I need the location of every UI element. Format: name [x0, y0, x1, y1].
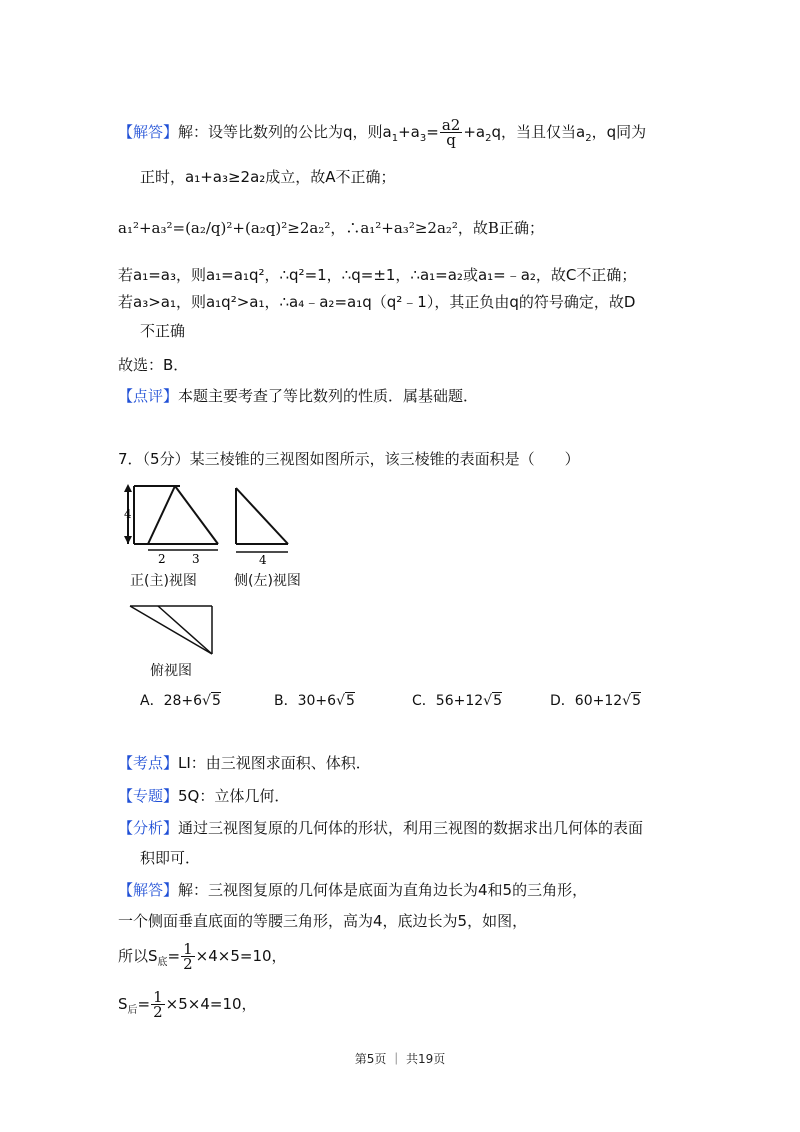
- option-b[interactable]: B．30+6√5: [274, 693, 355, 709]
- top-diag-inner: [158, 606, 212, 654]
- comment-line: 【点评】本题主要考查了等比数列的性质．属基础题．: [118, 387, 479, 405]
- kaodian-line: 【考点】LI：由三视图求面积、体积．: [118, 754, 371, 772]
- dim-label-height: 4: [124, 507, 132, 521]
- top-diag-outer: [130, 606, 212, 654]
- top-view-figure: [128, 602, 218, 662]
- solution-tag: 【解答】: [118, 123, 179, 141]
- side-view-label: 侧(左)视图: [234, 573, 301, 589]
- fenxi-tag: 【分析】: [118, 819, 179, 837]
- fraction-a2-over-q: $\frac{a2}{q}$: [441, 116, 461, 149]
- fenxi-line-1: 【分析】通过三视图复原的几何体的形状，利用三视图的数据求出几何体的表面: [118, 819, 644, 837]
- kaodian-tag: 【考点】: [118, 754, 179, 772]
- side-hypotenuse: [236, 488, 288, 544]
- solution-line-4: 若a₁=a₃，则a₁=a₁q²，∴q²=1，∴q=±1，∴a₁=a₂或a₁=﹣a₂，故C不正确；: [118, 266, 637, 284]
- front-diag-left: [148, 486, 175, 544]
- front-view-figure: [118, 480, 228, 575]
- dim-label-3: 3: [192, 552, 200, 566]
- question-stem: 7．（5分）某三棱锥的三视图如图所示，该三棱锥的表面积是（ ）: [118, 450, 580, 468]
- jieda-tag: 【解答】: [118, 881, 179, 899]
- solution-line-6: 不正确: [140, 322, 186, 340]
- option-a[interactable]: A．28+6√5: [140, 693, 221, 709]
- top-view-label: 俯视图: [150, 663, 192, 679]
- arrow-head-up: [124, 484, 132, 492]
- answer-line: 故选：B．: [118, 356, 189, 374]
- front-view-label: 正(主)视图: [130, 573, 197, 589]
- jieda-line-1: 【解答】解：三视图复原的几何体是底面为直角边长为4和5的三角形，: [118, 881, 588, 899]
- side-view-figure: [228, 480, 308, 575]
- zhuanti-tag: 【专题】: [118, 787, 179, 805]
- option-d[interactable]: D．60+12√5: [550, 693, 641, 709]
- dim-label-2: 2: [158, 552, 166, 566]
- page-footer: 第5页 ｜ 共19页: [354, 1052, 446, 1066]
- jieda-line-2: 一个侧面垂直底面的等腰三角形，高为4，底边长为5，如图，: [118, 912, 528, 930]
- comment-tag: 【点评】: [118, 387, 179, 405]
- side-dim-label: 4: [259, 553, 267, 567]
- solution-line-5: 若a₃>a₁，则a₁q²>a₁，∴a₄﹣a₂=a₁q（q²﹣1），其正负由q的符号确定，故D: [118, 293, 636, 311]
- solution-line-2: 正时，a₁+a₃≥2a₂成立，故A不正确；: [140, 168, 396, 186]
- arrow-head-down: [124, 536, 132, 544]
- s-bottom-line: 所以$S_底=$ $\frac{1}{2}$ ×4×5=10，: [118, 940, 287, 973]
- s-back-line: $S_后=$ $\frac{1}{2}$ ×5×4=10，: [118, 988, 257, 1021]
- zhuanti-line: 【专题】5Q：立体几何．: [118, 787, 290, 805]
- fraction-one-half: $\frac{1}{2}$: [183, 940, 193, 973]
- option-c[interactable]: C．56+12√5: [412, 693, 502, 709]
- solution-line-3: a₁²+a₃²=(a₂/q)²+(a₂q)²≥2a₂²，∴a₁²+a₃²≥2a₂²，故B正确；: [118, 219, 544, 237]
- fraction-one-half-2: $\frac{1}{2}$: [153, 988, 163, 1021]
- fenxi-line-2: 积即可．: [140, 849, 201, 867]
- front-diag-right: [175, 486, 218, 544]
- solution-line-1: 【解答】解：设等比数列的公比为q，则$a_1+a_3=$ $\frac{a2}{q}$ $+a_2q$，当且仅当$a_2$，q同为: [118, 116, 647, 149]
